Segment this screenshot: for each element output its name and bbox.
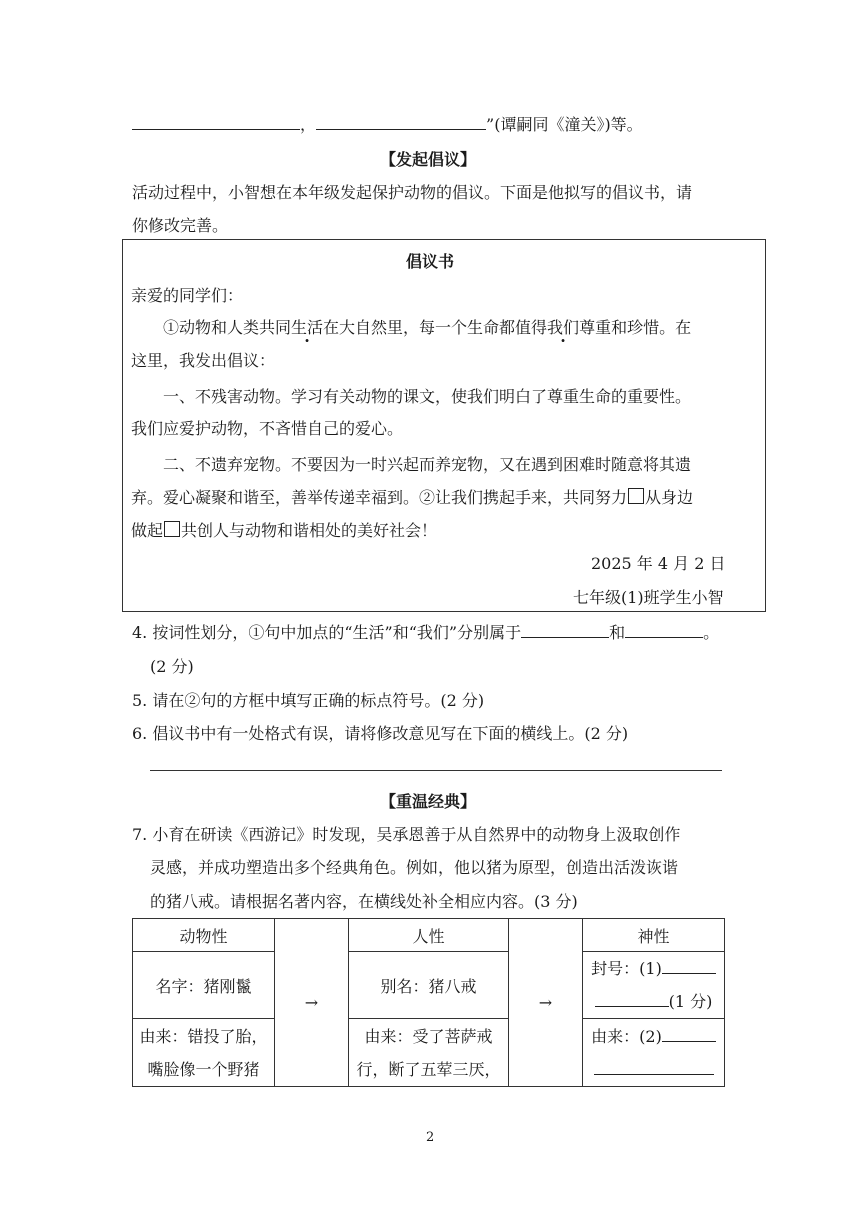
question-4-score: (2 分) bbox=[150, 657, 194, 676]
dotted-word-shenghuo: 生活 bbox=[291, 318, 324, 337]
answer-blank[interactable] bbox=[316, 115, 486, 130]
human-origin-cell: 由来：受了菩萨戒 行，断了五荤三厌， bbox=[349, 1019, 509, 1087]
top-line: ， ”(谭嗣同《潼关》)等。 bbox=[132, 112, 643, 135]
question-7-line1: 7. 小育在研读《西游记》时发现，吴承恩善于从自然界中的动物身上汲取创作 bbox=[132, 825, 681, 844]
section-heading-classics: 【重温经典】 bbox=[380, 792, 477, 811]
punctuation-box[interactable] bbox=[164, 521, 180, 537]
page-number: 2 bbox=[426, 1130, 435, 1145]
answer-blank[interactable] bbox=[594, 1060, 714, 1075]
arrow-icon: → bbox=[509, 919, 583, 1087]
question-6: 6. 倡议书中有一处格式有误，请将修改意见写在下面的横线上。(2 分) bbox=[132, 724, 629, 743]
header-animal-nature: 动物性 bbox=[133, 919, 275, 952]
letter-title: 倡议书 bbox=[406, 252, 455, 271]
letter-signature: 七年级(1)班学生小智 bbox=[573, 588, 724, 607]
answer-blank[interactable] bbox=[521, 623, 609, 638]
question-5: 5. 请在②句的方框中填写正确的标点符号。(2 分) bbox=[132, 691, 485, 710]
animal-name-cell: 名字：猪刚鬣 bbox=[133, 952, 275, 1019]
letter-paragraph-2: 一、不残害动物。学习有关动物的课文，使我们明白了尊重生命的重要性。 bbox=[163, 387, 692, 406]
section-heading-proposal: 【发起倡议】 bbox=[380, 150, 477, 169]
answer-line[interactable] bbox=[150, 770, 722, 771]
dotted-word-women: 我们 bbox=[547, 318, 580, 337]
header-human-nature: 人性 bbox=[349, 919, 509, 952]
animal-origin-cell: 由来：错投了胎， 嘴脸像一个野猪 bbox=[133, 1019, 275, 1087]
arrow-icon: → bbox=[275, 919, 349, 1087]
letter-paragraph-1-line2: 这里，我发出倡议： bbox=[131, 351, 276, 370]
answer-blank[interactable] bbox=[595, 992, 669, 1007]
proposal-letter-box bbox=[122, 239, 766, 612]
intro-line-1: 活动过程中，小智想在本年级发起保护动物的倡议。下面是他拟写的倡议书，请 bbox=[132, 183, 693, 202]
question-7-line3: 的猪八戒。请根据名著内容，在横线处补全相应内容。(3 分) bbox=[150, 892, 578, 911]
answer-blank[interactable] bbox=[662, 1027, 716, 1042]
answer-blank[interactable] bbox=[625, 623, 703, 638]
letter-salutation: 亲爱的同学们： bbox=[131, 286, 244, 305]
letter-paragraph-2-line2: 我们应爱护动物，不吝惜自己的爱心。 bbox=[131, 419, 404, 438]
question-4: 4. 按词性划分，①句中加点的“生活”和“我们”分别属于 和 。 bbox=[132, 623, 720, 642]
answer-blank[interactable] bbox=[132, 115, 300, 130]
divine-title-cell: 封号：(1) (1 分) bbox=[583, 952, 725, 1019]
letter-paragraph-1: ①动物和人类共同生活在大自然里，每一个生命都值得我们尊重和珍惜。在 bbox=[163, 318, 692, 337]
letter-paragraph-3: 二、不遗弃宠物。不要因为一时兴起而养宠物，又在遇到困难时随意将其遗 bbox=[163, 455, 692, 474]
letter-paragraph-3-line2: 弃。爱心凝聚和谐至，善举传递幸福到。②让我们携起手来，共同努力 从身边 bbox=[131, 488, 694, 507]
intro-line-2: 你修改完善。 bbox=[132, 216, 229, 235]
letter-date: 2025 年 4 月 2 日 bbox=[591, 554, 726, 573]
question-7-line2: 灵感，并成功塑造出多个经典角色。例如，他以猪为原型，创造出活泼诙谐 bbox=[150, 858, 679, 877]
punctuation-box[interactable] bbox=[628, 488, 644, 504]
divine-origin-cell: 由来：(2) bbox=[583, 1019, 725, 1087]
letter-paragraph-3-line3: 做起 共创人与动物和谐相处的美好社会！ bbox=[131, 521, 438, 540]
human-alias-cell: 别名：猪八戒 bbox=[349, 952, 509, 1019]
character-table bbox=[132, 918, 725, 1087]
header-divine-nature: 神性 bbox=[583, 919, 725, 952]
answer-blank[interactable] bbox=[662, 959, 716, 974]
